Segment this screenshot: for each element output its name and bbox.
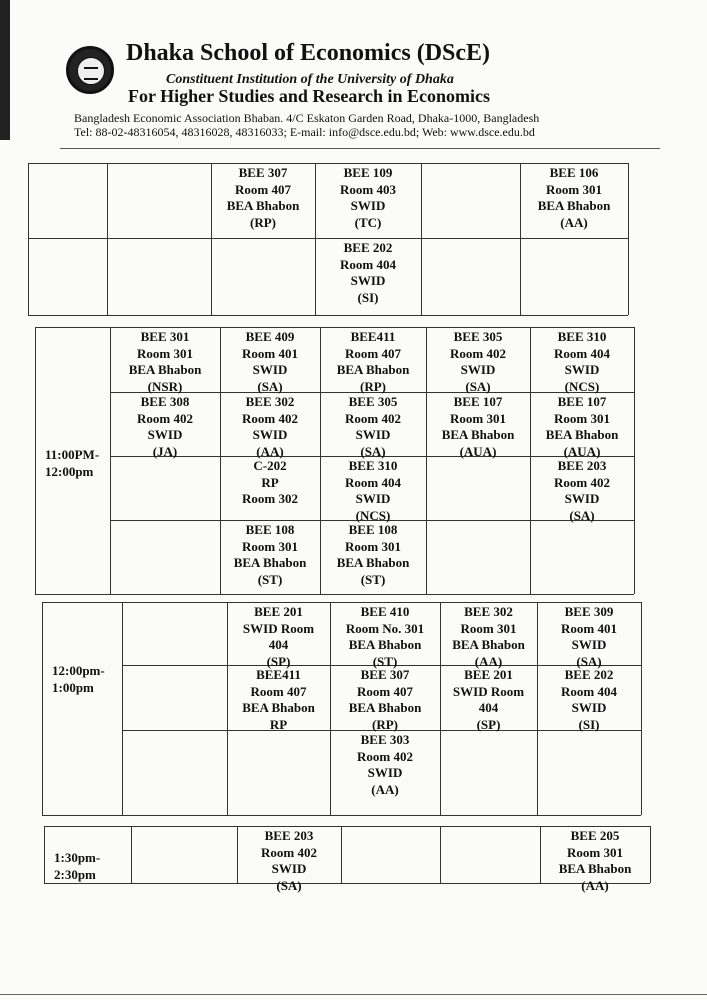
grid-line: [122, 602, 123, 815]
course-cell: BEE 302 Room 301 BEA Bhabon (AA): [452, 604, 525, 669]
grid-line: [641, 602, 642, 815]
grid-line: [28, 315, 628, 316]
grid-line: [341, 826, 342, 883]
course-cell: BEE 106 Room 301 BEA Bhabon (AA): [537, 165, 611, 230]
institution-tagline: For Higher Studies and Research in Economics: [128, 86, 491, 106]
course-cell: BEE 201 SWID Room 404 (SP): [242, 604, 315, 669]
grid-line: [634, 327, 635, 594]
grid-line: [42, 815, 641, 816]
course-cell: BEE 307 Room 407 BEA Bhabon (RP): [226, 165, 300, 230]
grid-line: [35, 327, 634, 328]
course-cell: BEE 307 Room 407 BEA Bhabon (RP): [348, 667, 422, 732]
grid-line: [28, 238, 628, 239]
grid-line: [42, 602, 641, 603]
grid-line: [131, 826, 132, 883]
time-slot-label: 1:30pm- 2:30pm: [54, 850, 101, 882]
course-cell: BEE 308 Room 402 SWID (JA): [137, 394, 193, 459]
grid-line: [35, 594, 634, 595]
course-cell: BEE 310 Room 404 SWID (NCS): [554, 329, 610, 394]
course-cell: BEE 410 Room No. 301 BEA Bhabon (ST): [345, 604, 425, 669]
course-cell: BEE 107 Room 301 BEA Bhabon (AUA): [545, 394, 619, 459]
institution-subtitle: Constituent Institution of the University of Dhaka: [166, 72, 454, 87]
institution-address: Bangladesh Economic Association Bhaban. 4/C Eskaton Garden Road, Dhaka-1000, Bangladesh: [74, 111, 540, 125]
grid-line: [35, 327, 36, 594]
course-cell: BEE 310 Room 404 SWID (NCS): [345, 458, 401, 523]
grid-line: [650, 826, 651, 883]
institution-contact: Tel: 88-02-48316054, 48316028, 48316033; E-mail: info@dsce.edu.bd; Web: www.dsce.edu.bd: [74, 125, 535, 139]
grid-line: [42, 602, 43, 815]
course-cell: BEE 108 Room 301 BEA Bhabon (ST): [233, 522, 307, 587]
course-cell: BEE 108 Room 301 BEA Bhabon (ST): [336, 522, 410, 587]
course-cell: BEE 305 Room 402 SWID (SA): [345, 394, 401, 459]
course-cell: BEE 107 Room 301 BEA Bhabon (AUA): [441, 394, 515, 459]
course-cell: BEE411 Room 407 BEA Bhabon RP: [242, 667, 315, 732]
institution-title: Dhaka School of Economics (DScE): [126, 40, 491, 66]
grid-line: [28, 163, 29, 315]
grid-line: [628, 163, 629, 315]
course-cell: C-202 RP Room 302: [242, 458, 298, 506]
course-cell: BEE 203 Room 402 SWID (SA): [261, 828, 317, 893]
grid-line: [107, 163, 108, 315]
course-cell: BEE 301 Room 301 BEA Bhabon (NSR): [128, 329, 202, 394]
course-cell: BEE 205 Room 301 BEA Bhabon (AA): [558, 828, 632, 893]
course-cell: BEE 201 SWID Room 404 (SP): [452, 667, 525, 732]
grid-line: [28, 163, 628, 164]
course-cell: BEE 409 Room 401 SWID (SA): [242, 329, 298, 394]
course-cell: BEE411 Room 407 BEA Bhabon (RP): [336, 329, 410, 394]
course-cell: BEE 203 Room 402 SWID (SA): [554, 458, 610, 523]
grid-line: [440, 826, 441, 883]
time-slot-label: 12:00pm- 1:00pm: [52, 663, 105, 695]
grid-line: [421, 163, 422, 315]
course-cell: BEE 202 Room 404 SWID (SI): [340, 240, 396, 305]
letterhead: [0, 0, 707, 160]
course-cell: BEE 109 Room 403 SWID (TC): [340, 165, 396, 230]
time-slot-label: 11:00PM- 12:00pm: [45, 447, 100, 479]
grid-line: [44, 826, 45, 883]
grid-line: [44, 826, 650, 827]
course-cell: BEE 303 Room 402 SWID (AA): [357, 732, 413, 797]
course-cell: BEE 202 Room 404 SWID (SI): [561, 667, 617, 732]
header-divider: [60, 148, 660, 149]
university-seal-icon: [66, 46, 114, 94]
course-cell: BEE 302 Room 402 SWID (AA): [242, 394, 298, 459]
course-cell: BEE 305 Room 402 SWID (SA): [450, 329, 506, 394]
page-bottom-edge: [0, 994, 707, 995]
course-cell: BEE 309 Room 401 SWID (SA): [561, 604, 617, 669]
